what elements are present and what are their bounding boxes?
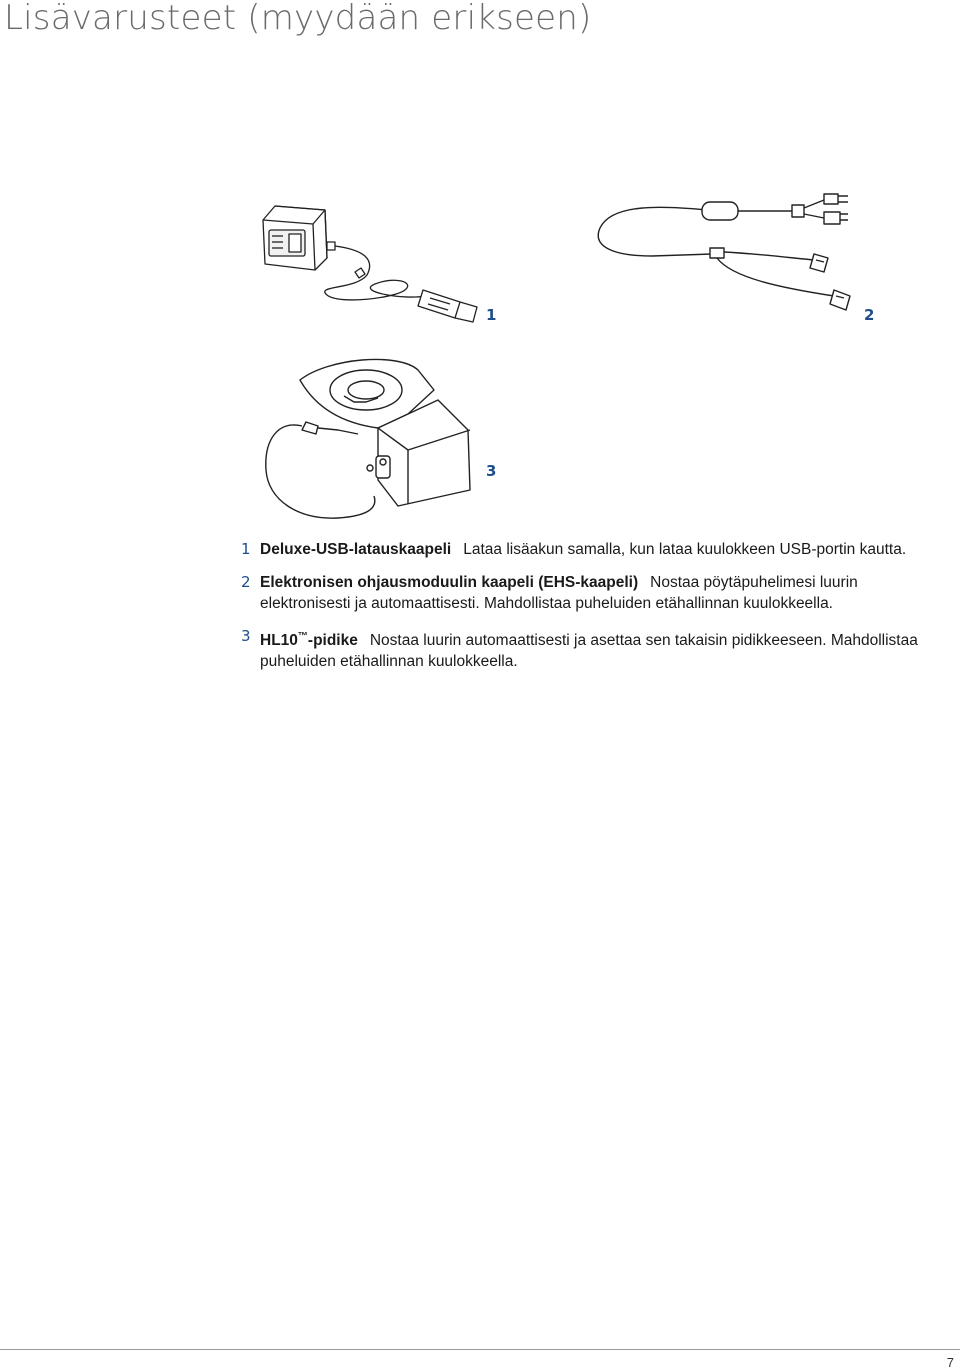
item-term-suffix: -pidike xyxy=(307,632,358,650)
ehs-cable-illustration xyxy=(592,188,864,318)
page-title: Lisävarusteet (myydään erikseen) xyxy=(4,0,592,38)
page-number: 7 xyxy=(946,1355,954,1370)
item-number: 1 xyxy=(241,540,251,558)
figure-label-2: 2 xyxy=(864,306,875,324)
item-description: Lataa lisäakun samalla, kun lataa kuulokkeen USB-portin kautta. xyxy=(463,541,907,558)
item-number: 2 xyxy=(241,573,251,591)
item-term: HL10 xyxy=(260,632,298,650)
item-description: Nostaa pöytäpuhelimesi luurin elektronisesti ja automaattisesti. Mahdollistaa puheluiden etähallinnan kuulokkeella. xyxy=(260,574,858,612)
item-term: Elektronisen ohjausmoduulin kaapeli (EHS-kaapeli) xyxy=(260,574,639,591)
item-number: 3 xyxy=(241,627,251,645)
item-description: Nostaa luurin automaattisesti ja asettaa sen takaisin pidikkeeseen. Mahdollistaa puheluiden etähallinnan kuulokkeella. xyxy=(260,632,918,671)
list-item xyxy=(0,572,940,614)
item-term: Deluxe-USB-latauskaapeli xyxy=(260,541,452,558)
footer-divider xyxy=(0,1349,960,1350)
trademark-symbol: ™ xyxy=(297,631,308,642)
hl10-lifter-illustration xyxy=(258,350,488,526)
accessory-list xyxy=(0,539,960,672)
figure-label-3: 3 xyxy=(486,462,497,480)
list-item xyxy=(0,626,940,672)
figure-label-1: 1 xyxy=(486,306,497,324)
usb-charger-illustration xyxy=(255,200,485,330)
list-item xyxy=(0,539,940,560)
